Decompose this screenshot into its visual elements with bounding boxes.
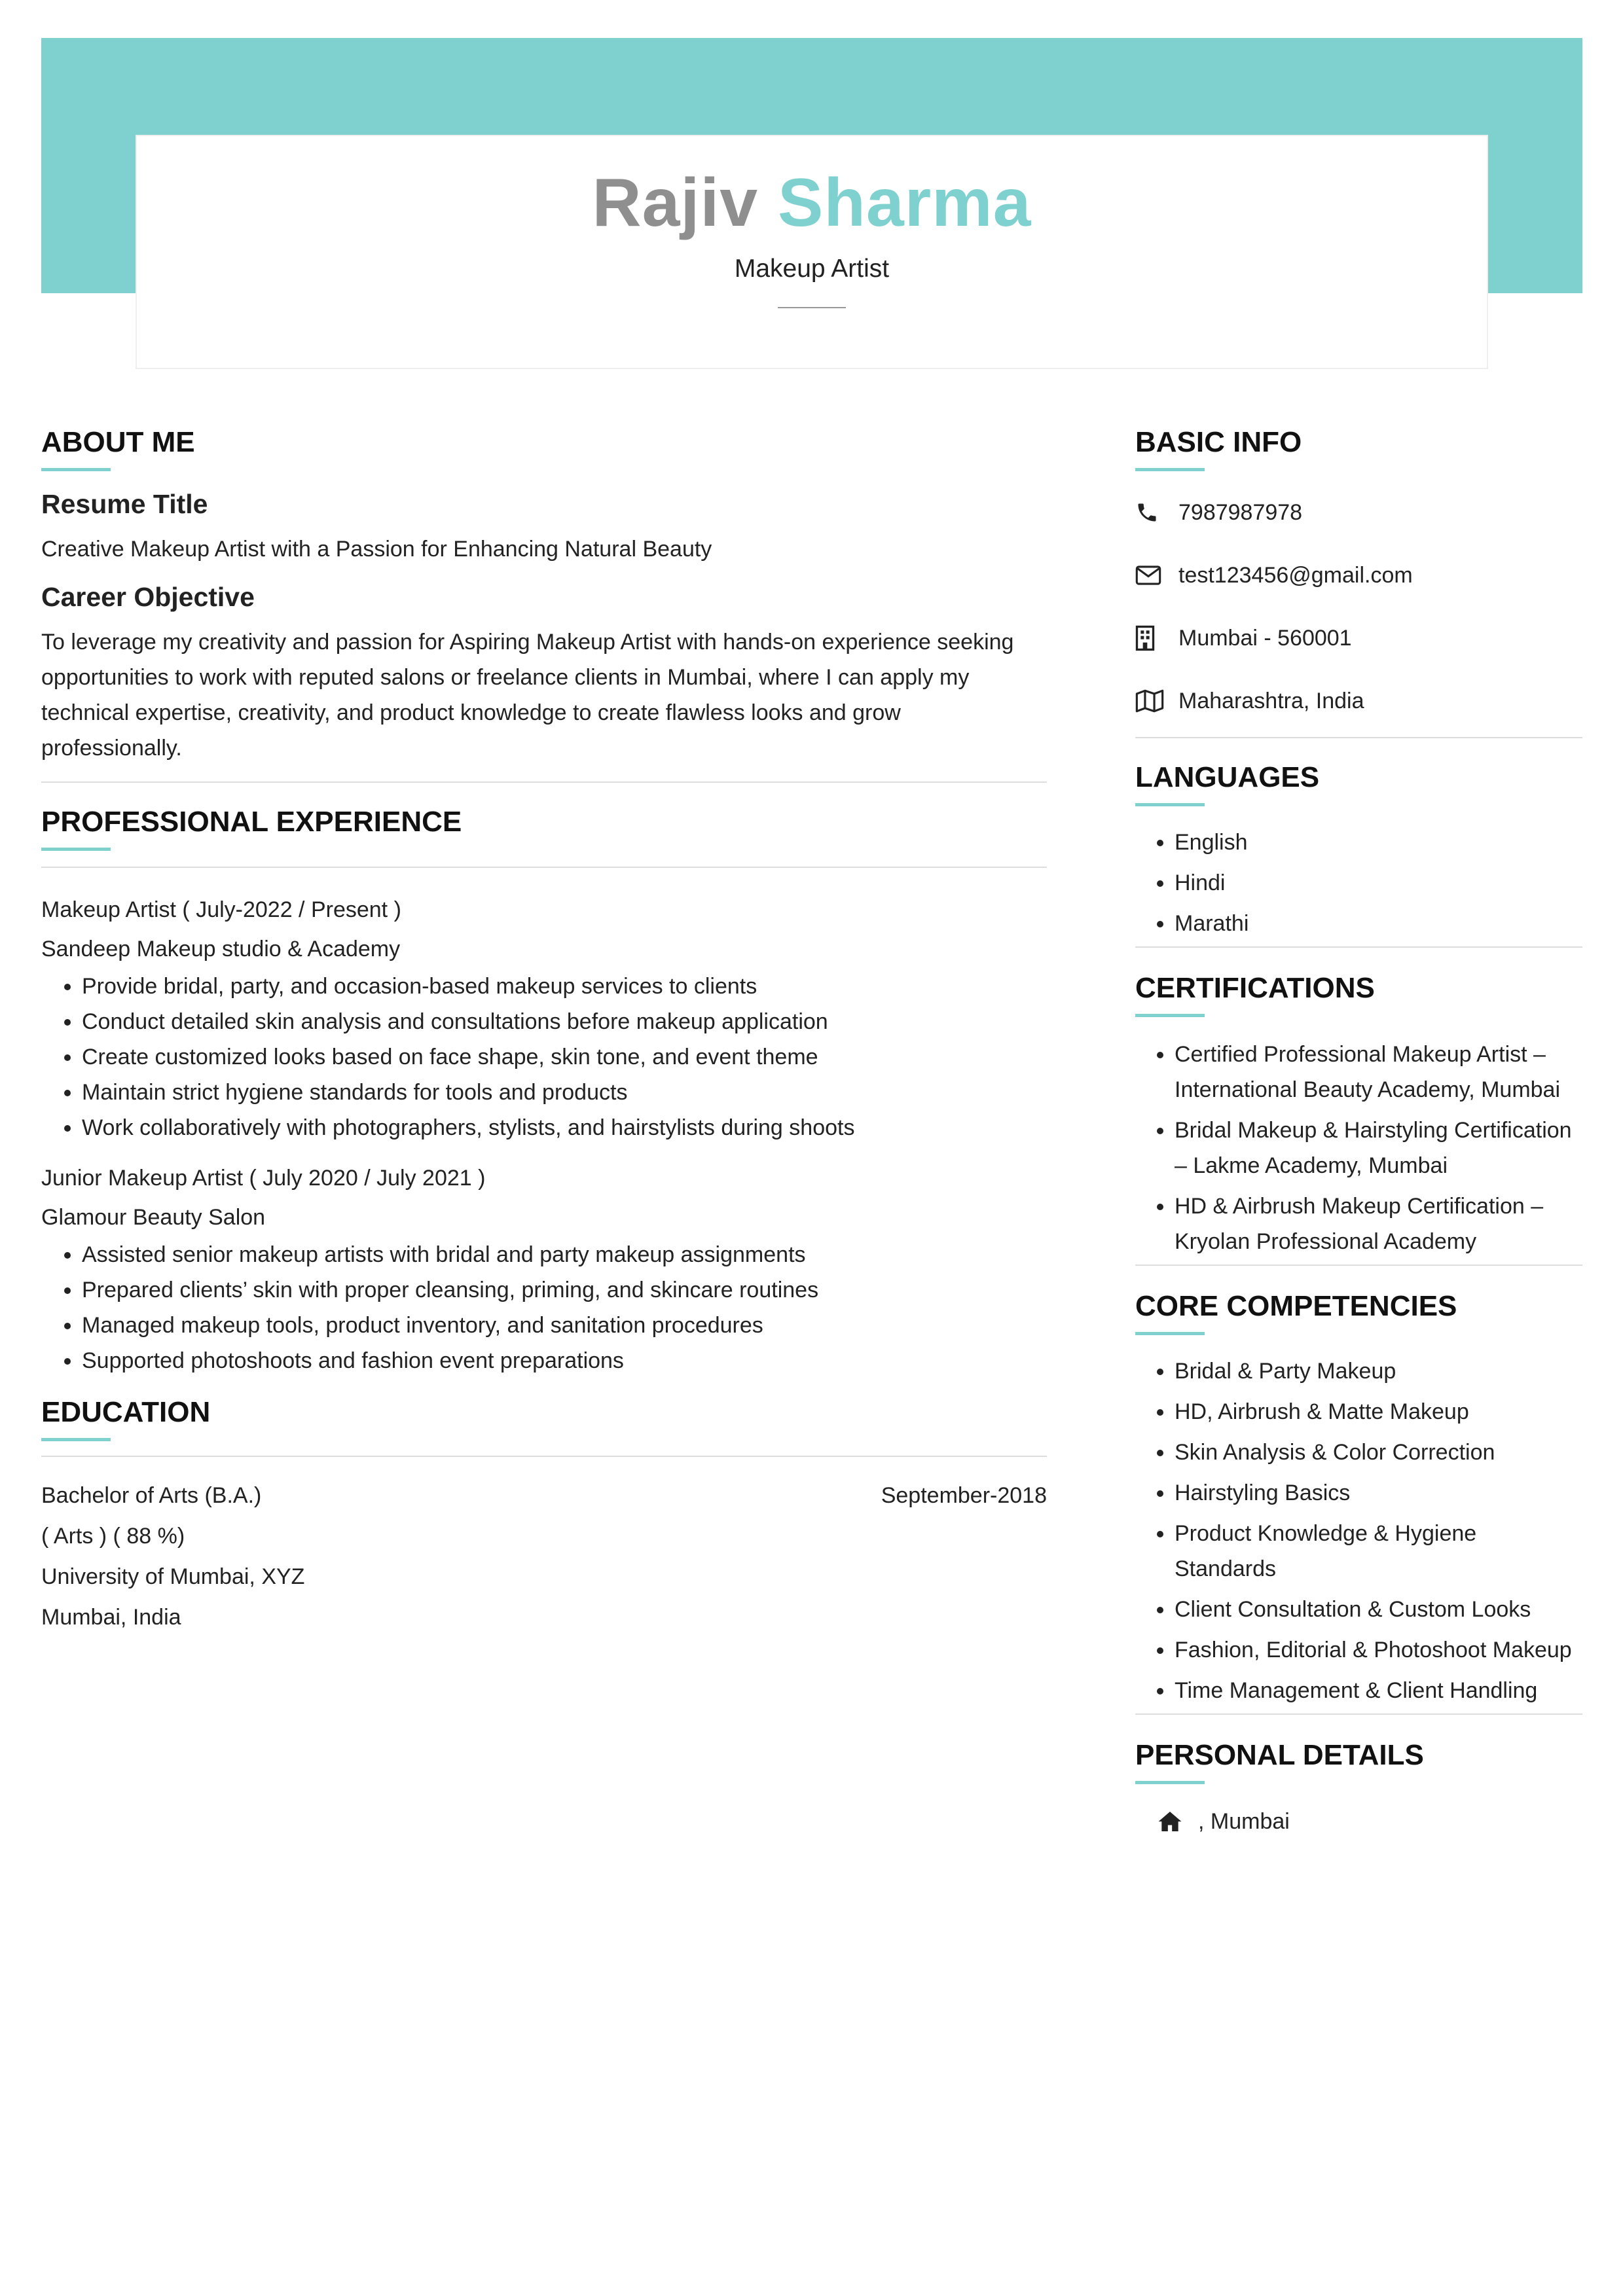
certifications-section: [1135, 971, 1582, 1266]
career-objective-label: Career Objective: [41, 582, 255, 612]
heading-accent: [1135, 1781, 1205, 1784]
degree: Bachelor of Arts (B.A.): [41, 1483, 262, 1508]
list-item: • Conduct detailed skin analysis and consultations before makeup application: [82, 1004, 1047, 1039]
list-item: • Bridal Makeup & Hairstyling Certification – Lakme Academy, Mumbai: [1175, 1113, 1582, 1183]
education-location: Mumbai, India: [41, 1605, 181, 1630]
sidebar-column: [1135, 425, 1582, 1838]
education-section: [41, 1395, 1047, 1638]
list-item: • Bridal & Party Makeup: [1175, 1354, 1582, 1389]
experience-section: [41, 805, 1047, 1378]
career-objective: To leverage my creativity and passion for Aspiring Makeup Artist with hands-on experience seeking opportunities to work with reputed salons or freelance clients in Mumbai, where I can apply my technical expertise, creativity, and product knowledge to create flawless looks and grow professionally.: [41, 630, 1014, 761]
list-item: • Work collaboratively with photographers, stylists, and hairstylists during shoots: [82, 1110, 1047, 1145]
job-title: Makeup Artist: [734, 254, 890, 283]
state-row: [1135, 685, 1582, 717]
job-duties: [41, 1237, 1047, 1378]
list-item: • Create customized looks based on face shape, skin tone, and event theme: [82, 1039, 1047, 1075]
basic-info-section: [1135, 425, 1582, 738]
heading-accent: [1135, 803, 1205, 806]
city-pin: Mumbai - 560001: [1178, 625, 1352, 651]
heading-accent: [1135, 468, 1205, 471]
email-address: test123456@gmail.com: [1178, 562, 1413, 588]
resume-title-label: Resume Title: [41, 489, 208, 519]
section-heading-basic-info: BASIC INFO: [1135, 426, 1302, 458]
competencies-section: [1135, 1289, 1582, 1715]
city-row: [1135, 622, 1582, 655]
main-column: [41, 425, 1047, 1638]
list-item: • Maintain strict hygiene standards for tools and products: [82, 1075, 1047, 1110]
about-section: [41, 425, 1047, 783]
education-detail: ( Arts ) ( 88 %): [41, 1524, 185, 1549]
education-entry: [41, 1475, 1047, 1638]
map-icon: [1135, 689, 1178, 713]
list-item: • English: [1175, 825, 1582, 860]
address-row: [1135, 1805, 1582, 1838]
title-divider: [778, 307, 846, 308]
education-row: [41, 1475, 1047, 1516]
section-heading-personal: PERSONAL DETAILS: [1135, 1739, 1424, 1771]
experience-entry: [41, 1158, 1047, 1378]
home-address: , Mumbai: [1198, 1808, 1290, 1834]
list-item: • HD & Airbrush Makeup Certification – Kryolan Professional Academy: [1175, 1189, 1582, 1259]
languages-section: [1135, 761, 1582, 948]
list-item: • Certified Professional Makeup Artist – International Beauty Academy, Mumbai: [1175, 1037, 1582, 1107]
heading-accent: [1135, 1014, 1205, 1017]
phone-row: [1135, 496, 1582, 529]
job-role: Junior Makeup Artist ( July 2020 / July 2021 ): [41, 1166, 486, 1191]
last-name: Sharma: [777, 165, 1032, 241]
email-row: [1135, 559, 1582, 592]
list-item: • Product Knowledge & Hygiene Standards: [1175, 1516, 1582, 1587]
heading-accent: [41, 848, 111, 851]
envelope-icon: [1135, 565, 1178, 586]
list-item: • Time Management & Client Handling: [1175, 1673, 1582, 1708]
list-item: • Supported photoshoots and fashion event preparations: [82, 1343, 1047, 1378]
section-heading-experience: PROFESSIONAL EXPERIENCE: [41, 806, 462, 838]
job-duties: [41, 969, 1047, 1145]
phone-icon: [1135, 501, 1178, 524]
list-item: • Hindi: [1175, 865, 1582, 901]
phone-number: 7987987978: [1178, 499, 1303, 525]
list-item: • Marathi: [1175, 906, 1582, 941]
list-item: • Fashion, Editorial & Photoshoot Makeup: [1175, 1632, 1582, 1668]
heading-accent: [1135, 1332, 1205, 1335]
heading-accent: [41, 468, 111, 471]
competencies-list: [1135, 1354, 1582, 1708]
list-item: • Hairstyling Basics: [1175, 1475, 1582, 1511]
state-country: Maharashtra, India: [1178, 688, 1364, 713]
section-divider: [41, 1456, 1047, 1457]
home-icon: [1158, 1810, 1198, 1833]
section-divider: [1135, 737, 1582, 738]
job-company: Sandeep Makeup studio & Academy: [41, 937, 401, 961]
section-divider: [41, 867, 1047, 868]
certifications-list: [1135, 1037, 1582, 1259]
university: University of Mumbai, XYZ: [41, 1564, 305, 1589]
section-heading-certifications: CERTIFICATIONS: [1135, 972, 1375, 1004]
first-name: Rajiv: [592, 165, 759, 241]
section-heading-about: ABOUT ME: [41, 426, 195, 458]
candidate-name: [137, 162, 1487, 244]
job-company: Glamour Beauty Salon: [41, 1205, 266, 1230]
header-card: [136, 135, 1488, 369]
personal-details-section: [1135, 1738, 1582, 1838]
list-item: • Assisted senior makeup artists with bridal and party makeup assignments: [82, 1237, 1047, 1272]
section-heading-education: EDUCATION: [41, 1396, 211, 1428]
heading-accent: [41, 1438, 111, 1441]
list-item: • Prepared clients’ skin with proper cleansing, priming, and skincare routines: [82, 1272, 1047, 1308]
experience-entry: [41, 890, 1047, 1145]
languages-list: [1135, 825, 1582, 941]
list-item: • HD, Airbrush & Matte Makeup: [1175, 1394, 1582, 1429]
building-icon: [1135, 625, 1178, 651]
section-heading-languages: LANGUAGES: [1135, 761, 1320, 793]
job-role: Makeup Artist ( July-2022 / Present ): [41, 897, 401, 922]
section-divider: [1135, 1713, 1582, 1715]
list-item: • Provide bridal, party, and occasion-based makeup services to clients: [82, 969, 1047, 1004]
section-divider: [1135, 946, 1582, 948]
graduation-date: September-2018: [881, 1483, 1047, 1508]
list-item: • Managed makeup tools, product inventory, and sanitation procedures: [82, 1308, 1047, 1343]
list-item: • Skin Analysis & Color Correction: [1175, 1435, 1582, 1470]
section-divider: [1135, 1265, 1582, 1266]
section-heading-competencies: CORE COMPETENCIES: [1135, 1290, 1457, 1322]
resume-title: Creative Makeup Artist with a Passion for Enhancing Natural Beauty: [41, 537, 712, 562]
section-divider: [41, 781, 1047, 783]
list-item: • Client Consultation & Custom Looks: [1175, 1592, 1582, 1627]
